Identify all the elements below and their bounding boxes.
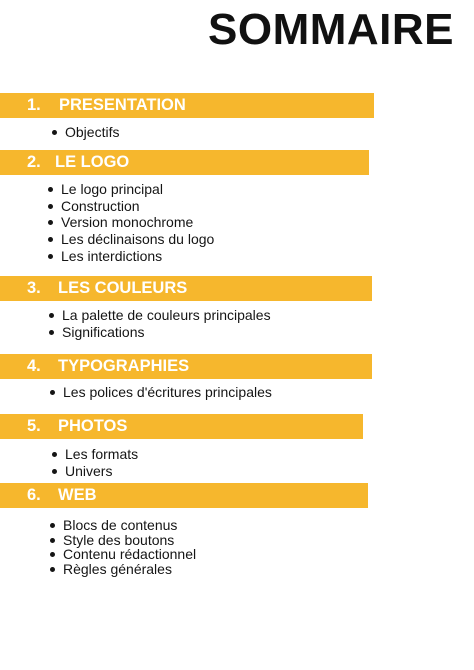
section-number: 4. (27, 357, 41, 375)
list-item-label: Les interdictions (61, 247, 163, 264)
bullet-icon (52, 469, 57, 474)
bullet-icon (52, 130, 57, 135)
section-title: WEB (58, 486, 97, 504)
section-header (0, 354, 372, 379)
list-item-label: Les déclinaisons du logo (61, 231, 215, 248)
section-number: 3. (27, 279, 41, 297)
section-header (0, 414, 363, 439)
bullet-icon (50, 567, 55, 572)
list-item-label: Univers (65, 462, 113, 479)
section-item-list (0, 124, 374, 141)
section-item-list (0, 518, 368, 576)
section-title: PHOTOS (58, 417, 128, 435)
section-le-logo (0, 150, 369, 265)
section-header (0, 150, 369, 175)
page-title: SOMMAIRE (208, 5, 454, 54)
list-item-label: Règles générales (63, 560, 172, 577)
bullet-icon (48, 254, 53, 259)
section-title: LE LOGO (55, 153, 130, 171)
section-presentation (0, 93, 374, 141)
section-item-list (0, 446, 363, 479)
list-item-label: Le logo principal (61, 181, 163, 197)
bullet-icon (49, 330, 54, 335)
section-item-list (0, 181, 369, 265)
section-item-list (0, 384, 372, 401)
bullet-icon (48, 187, 53, 192)
list-item (0, 198, 369, 215)
list-item-label: Construction (61, 197, 140, 214)
section-title: TYPOGRAPHIES (58, 357, 190, 375)
bullet-icon (48, 237, 53, 242)
bullet-icon (50, 552, 55, 557)
list-item (0, 231, 369, 248)
bullet-icon (48, 204, 53, 209)
section-photos (0, 414, 363, 479)
section-number: 6. (27, 486, 41, 504)
list-item (0, 124, 374, 141)
list-item (0, 384, 372, 401)
section-number: 1. (27, 96, 41, 114)
section-header (0, 276, 372, 301)
list-item-label: Version monochrome (61, 214, 194, 231)
list-item-label: Contenu rédactionnel (63, 546, 197, 562)
bullet-icon (52, 452, 57, 457)
list-item (0, 533, 368, 548)
section-header (0, 483, 368, 508)
section-title: LES COULEURS (58, 279, 188, 297)
section-typographies (0, 354, 372, 401)
bullet-icon (50, 523, 55, 528)
section-number: 5. (27, 417, 41, 435)
list-item-label: Les polices d'écritures principales (63, 384, 272, 400)
list-item (0, 324, 372, 341)
section-title: PRESENTATION (59, 96, 186, 114)
list-item (0, 181, 369, 198)
list-item-label: La palette de couleurs principales (62, 307, 271, 323)
section-header (0, 93, 374, 118)
list-item (0, 307, 372, 324)
list-item-label: Style des boutons (63, 531, 175, 548)
list-item (0, 518, 368, 533)
list-item (0, 214, 369, 231)
list-item (0, 446, 363, 463)
section-number: 2. (27, 153, 41, 171)
section-item-list (0, 307, 372, 340)
bullet-icon (49, 313, 54, 318)
section-les-couleurs (0, 276, 372, 340)
list-item (0, 463, 363, 480)
section-web (0, 483, 368, 576)
list-item (0, 562, 368, 577)
bullet-icon (48, 220, 53, 225)
list-item-label: Objectifs (65, 124, 120, 140)
list-item-label: Significations (62, 323, 145, 340)
bullet-icon (50, 538, 55, 543)
list-item-label: Blocs de contenus (63, 517, 178, 533)
list-item (0, 248, 369, 265)
list-item (0, 547, 368, 562)
bullet-icon (50, 390, 55, 395)
list-item-label: Les formats (65, 446, 139, 462)
